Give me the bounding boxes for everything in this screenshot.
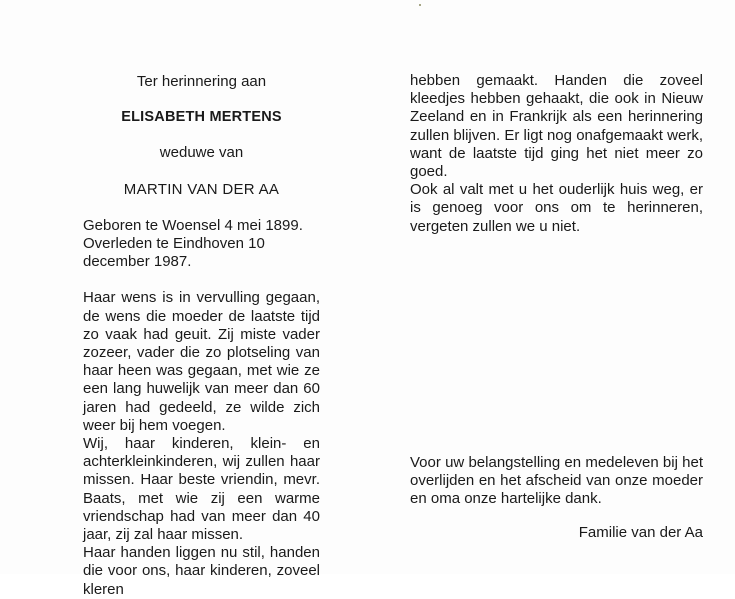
intro-text: Ter herinnering aan	[136, 73, 267, 90]
death-line: Overleden te Eindhoven 10 december 1987.	[83, 235, 265, 271]
print-speck	[419, 4, 421, 6]
left-paragraph: Haar handen liggen nu stil, handen die voor ons, haar kinderen, zoveel kleren	[83, 544, 320, 598]
life-dates	[83, 217, 320, 272]
thanks-text: Voor uw belangstelling en medeleven bij het overlijden en het afscheid van onze moeder en oma onze hartelijke dank.	[410, 454, 703, 508]
family-signature: Familie van der Aa	[578, 524, 703, 541]
left-column	[83, 72, 320, 599]
right-column	[410, 72, 703, 236]
widow-of-text: weduwe van	[159, 144, 244, 162]
birth-line: Geboren te Woensel 4 mei 1899.	[83, 216, 303, 234]
right-paragraph: hebben gemaakt. Handen die zoveel kleedjes hebben gehaakt, die ook in Nieuw Zeeland en in Frankrijk als een herinnering zullen blijven. Er ligt nog onafgemaakt werk, want de laatste tijd ging het niet meer zo goed.	[410, 72, 703, 181]
husband-name: MARTIN VAN DER AA	[123, 180, 280, 198]
left-paragraph: Haar wens is in vervulling gegaan, de wens die moeder de laatste tijd zo vaak had geuit. Zij miste vader zozeer, vader die zo plotseling van haar heen was gegaan, met wie ze een lang huwelijk van meer dan 60 jaren had gedeeld, ze wilde zich weer bij hem voegen.	[83, 289, 320, 434]
left-paragraph: Wij, haar kinderen, klein- en achterkleinkinderen, wij zullen haar missen. Haar beste vriendin, mevr. Baats, met wie zij een warme vriendschap had van meer dan 40 jaar, zij zal haar missen.	[83, 435, 320, 544]
deceased-name: ELISABETH MERTENS	[121, 109, 282, 126]
right-paragraph: Ook al valt met u het ouderlijk huis weg, er is genoeg voor ons om te herinneren, vergeten zullen we u niet.	[410, 181, 703, 235]
